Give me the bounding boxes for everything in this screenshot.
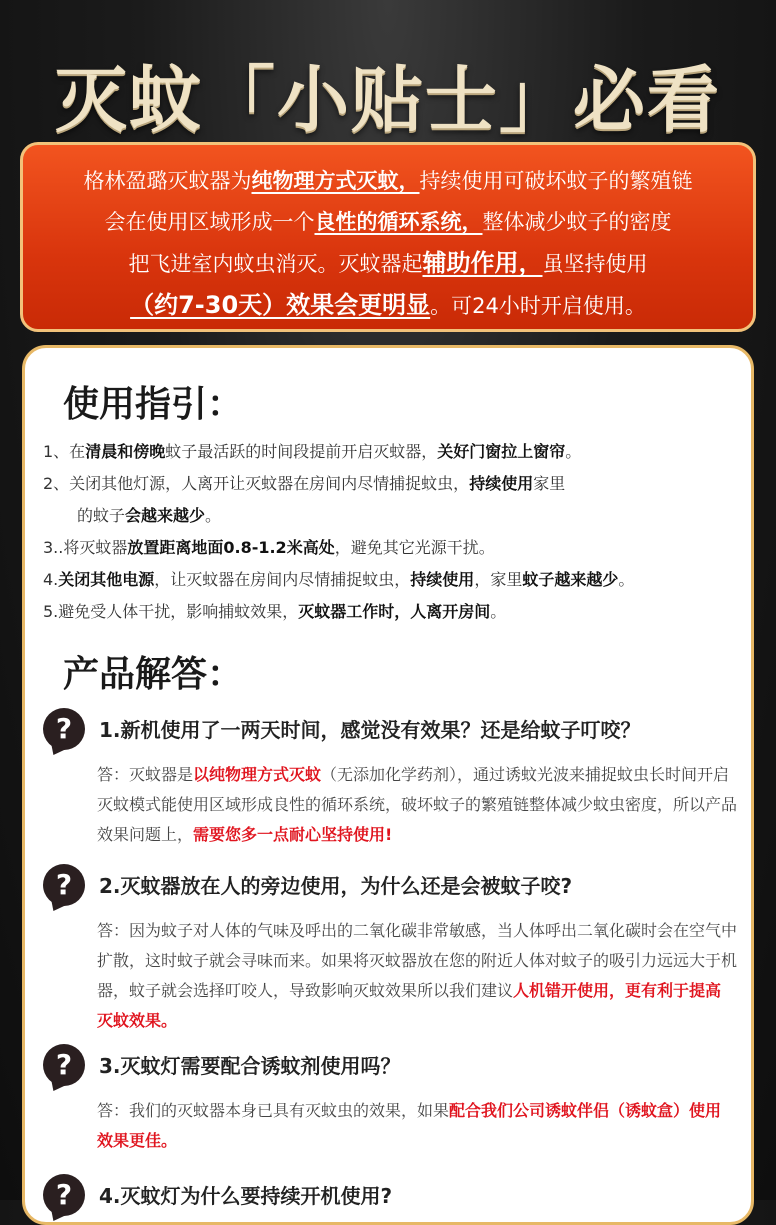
- guide-list: [43, 436, 753, 628]
- faq-question-1-text: 1.新机使用了一两天时间，感觉没有效果？还是给蚊子叮咬？: [99, 718, 641, 742]
- intro-line-3: 把飞进室内蚊虫消灭。灭蚊器起辅助作用，虽坚持使用: [128, 249, 648, 277]
- faq-question-2-text: 2.灭蚊器放在人的旁边使用，为什么还是会被蚊子咬?: [99, 874, 573, 898]
- guide-heading: 使用指引：: [63, 384, 244, 425]
- guide-item-3: 3..将灭蚊器放置距离地面0.8-1.2米高处，避免其它光源干扰。: [43, 538, 495, 557]
- question-bubble-icon: ?: [43, 864, 85, 906]
- intro-line-4: （约7-30天）效果会更明显。可24小时开启使用。: [130, 291, 646, 319]
- faq-question-4: [43, 1174, 743, 1218]
- guide-item-2-cont: 的蚊子会越来越少。: [77, 506, 222, 525]
- faq-answer-3: 答：我们的灭蚊器本身已具有灭蚊虫的效果，如果配合我们公司诱蚊伴侣（诱蚊盒）使用效果更佳。: [97, 1101, 722, 1150]
- intro-banner: [20, 142, 756, 332]
- intro-line-1: 格林盈璐灭蚊器为纯物理方式灭蚊，持续使用可破坏蚊子的繁殖链: [83, 169, 693, 193]
- intro-line-2: 会在使用区域形成一个良性的循环系统，整体减少蚊子的密度: [104, 210, 672, 234]
- faq-question-3-text: 3.灭蚊灯需要配合诱蚊剂使用吗？: [99, 1054, 401, 1078]
- faq-question-2: [43, 864, 743, 908]
- faq-answer-2: 答：因为蚊子对人体的气味及呼出的二氧化碳非常敏感，当人体呼出二氧化碳时会在空气中扩散，这时蚊子就会寻味而来。如果将灭蚊器放在您的附近人体对蚊子的吸引力远远大于机器，蚊子就会选择叮咬人，导致影响灭蚊效果所以我们建议人机错开使用，更有利于提高灭蚊效果。: [97, 921, 738, 1030]
- question-bubble-icon: ?: [43, 708, 85, 750]
- faq-question-1: [43, 708, 743, 752]
- guide-item-2: 2、关闭其他灯源，人离开让灭蚊器在房间内尽情捕捉蚊虫，持续使用家里: [43, 474, 566, 493]
- faq-question-3: [43, 1044, 743, 1088]
- question-bubble-icon: ?: [43, 1174, 85, 1216]
- guide-item-1: 1、在清晨和傍晚蚊子最活跃的时间段提前开启灭蚊器，关好门窗拉上窗帘。: [43, 442, 582, 461]
- guide-item-5: 5.避免受人体干扰，影响捕蚊效果，灭蚊器工作时，人离开房间。: [43, 602, 507, 621]
- page-title: 灭蚊「小贴士」必看: [54, 58, 721, 142]
- faq-question-4-text: 4.灭蚊灯为什么要持续开机使用?: [99, 1184, 393, 1208]
- faq-answer-1: 答：灭蚊器是以纯物理方式灭蚊（无添加化学药剂），通过诱蚊光波来捕捉蚊虫长时间开启灭蚊模式能使用区域形成良性的循环系统，破坏蚊子的繁殖链整体减少蚊虫密度，所以产品效果问题上，需要您多一点耐心坚持使用!: [97, 765, 738, 844]
- question-bubble-icon: ?: [43, 1044, 85, 1086]
- guide-item-4: 4.关闭其他电源，让灭蚊器在房间内尽情捕捉蚊虫，持续使用，家里蚊子越来越少。: [43, 570, 635, 589]
- content-card: [22, 345, 754, 1225]
- faq-heading: 产品解答：: [63, 654, 244, 695]
